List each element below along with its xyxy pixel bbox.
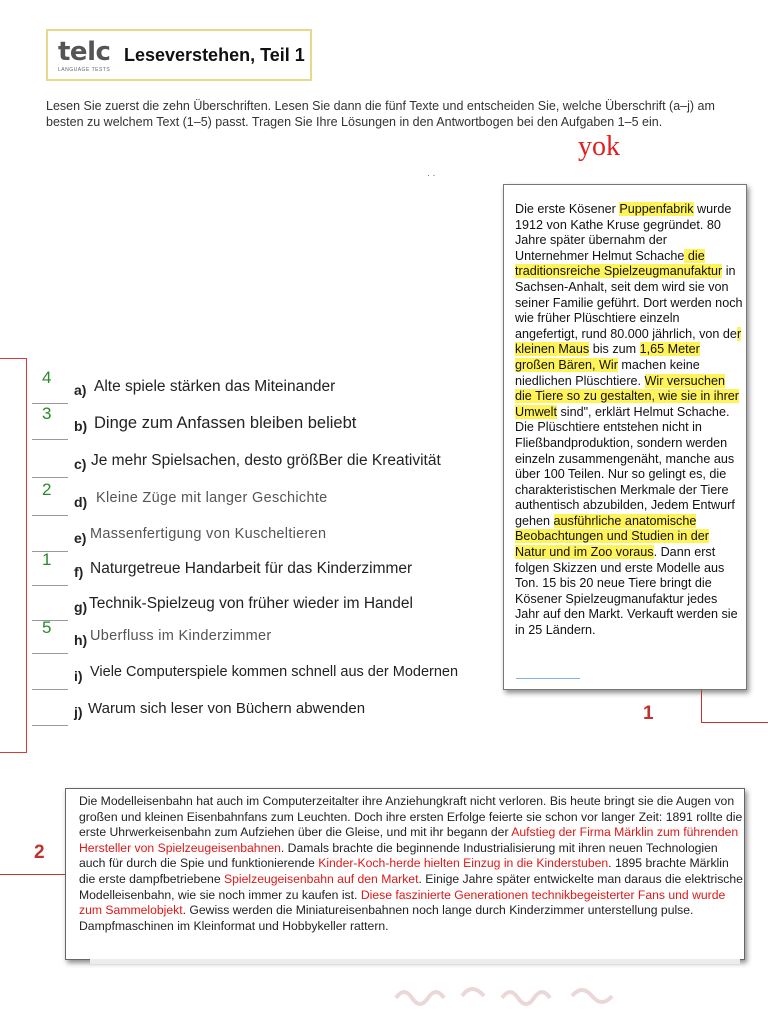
heading-letter: b) [74, 418, 88, 434]
heading-text: Je mehr Spielsachen, desto größBer die Kreativität [91, 452, 441, 469]
text-1-box [503, 184, 747, 690]
text-2-number: 2 [34, 842, 45, 863]
connector-line [701, 690, 702, 723]
heading-text: Uberfluss im Kinderzimmer [90, 628, 272, 644]
text-segment: . Gewiss werden die Miniatureisenbahnen noch lange durch Kinderzimmer unterstellung pulse. Dampfmaschinen im Kleinformat und Hobbykeller rattern. [79, 903, 694, 933]
answer-blank [32, 689, 68, 690]
connector-line [701, 722, 768, 723]
highlighted-segment: Wir versuchen die Tiere so zu gestalten, wie sie in ihrer Umwelt [515, 373, 739, 419]
logo-subtitle: LANGUAGE TESTS [58, 67, 111, 73]
answer-blank [32, 515, 68, 516]
highlighted-segment: 1,65 Meter großen Bären, Wir [515, 342, 700, 372]
heading-letter: c) [74, 456, 87, 472]
marked-segment: Aufstieg der Firma Märklin zum führenden Hersteller von Spielzeugeisenbahnen [79, 825, 739, 855]
highlighted-segment: r kleinen Maus [515, 326, 742, 357]
marked-segment: Diese faszinierte Generationen technikbegeisterter Fans und wurde zum Sammelobjekt [79, 887, 726, 918]
left-bracket [0, 358, 27, 753]
heading-text: Massenfertigung von Kuscheltieren [90, 526, 327, 542]
text-2-body [79, 794, 743, 934]
heading-letter: f) [74, 564, 84, 580]
connector-line [0, 874, 65, 875]
answer-blank [32, 585, 68, 586]
page-title: Leseverstehen, Teil 1 [124, 45, 305, 65]
text-segment: bis zum [589, 342, 640, 357]
text-1-number: 1 [643, 703, 654, 724]
answer-number: 1 [42, 550, 52, 569]
footer-bar [90, 959, 740, 964]
heading-text: Alte spiele stärken das Miteinander [94, 378, 336, 395]
heading-text: Technik-Spielzeug von früher wieder im Handel [89, 595, 413, 612]
text-segment: wurde 1912 von Kathe Kruse gegründet. 80 Jahre später übernahm der Unternehmer Helmut Schache [515, 202, 732, 263]
answer-number: 2 [42, 480, 52, 499]
marked-segment: Spielzeugeisenbahn auf den Market [224, 871, 419, 886]
text-2-box [65, 788, 745, 960]
heading-text: Viele Computerspiele kommen schnell aus der Modernen [90, 664, 459, 680]
heading-letter: g) [74, 599, 88, 615]
text-segment: in Sachsen-Anhalt, seit dem wird sie von seiner Familie geführt. Dort werden noch wie früher Plüschtiere einzeln angefertigt, rund 80.000 jährlich, von de [515, 264, 743, 341]
answer-number: 4 [42, 368, 52, 387]
text-segment: . Einige Jahre später entwickelte man daraus die elektrische Modelleisenbahn, wie sie noch immer zu kaufen ist. [79, 871, 743, 902]
text-segment: machen keine niedlichen Plüschtiere. [515, 357, 700, 388]
heading-text: Naturgetreue Handarbeit für das Kinderzimmer [90, 560, 413, 577]
answer-number: 3 [42, 404, 52, 423]
highlighted-segment: ausführliche anatomische Beobachtungen und Studien in der Natur und im Zoo voraus [515, 513, 709, 560]
text-segment: Die Modelleisenbahn hat auch im Computerzeitalter ihre Anziehungkraft nicht verloren. Bis heute bringt sie die Augen von großen und kleinen Eisenbahnfans zum Leuchten. Doch ihre ersten Erfolge feierte sie schon vor langer Zeit: 1891 rollte die erste Uhrwerkeisenbahn zum Aufziehen über die Gleise, und mit ihr begann der [79, 794, 743, 840]
heading-letter: j) [74, 704, 83, 720]
header-box [46, 29, 312, 81]
stray-marks: · · [427, 170, 436, 180]
underline-mark [516, 678, 580, 679]
answer-blank [32, 725, 68, 726]
answer-number: 5 [42, 618, 52, 637]
text-segment: . 1895 brachte Märklin die erste dampfbetriebene [79, 856, 729, 886]
highlighted-segment: Puppenfabrik [619, 202, 694, 216]
highlighted-segment: die traditionsreiche Spielzeugmanufaktur [515, 248, 723, 279]
watermark-graphic [392, 968, 642, 1031]
answer-blank [32, 439, 68, 440]
heading-text: Warum sich leser von Büchern abwenden [88, 700, 366, 717]
heading-letter: h) [74, 632, 88, 648]
answer-blank [32, 653, 68, 654]
handwritten-note-yok: yok [578, 131, 620, 162]
answer-blank [32, 477, 68, 478]
text-segment: Die erste Kösener [515, 202, 620, 216]
heading-text: Kleine Züge mit langer Geschichte [96, 490, 328, 506]
text-1-body [515, 202, 743, 639]
heading-letter: d) [74, 494, 88, 510]
heading-letter: e) [74, 530, 87, 546]
heading-letter: a) [74, 382, 87, 398]
text-segment: . Dann erst folgen Skizzen und erste Modelle aus Ton. 15 bis 20 neue Tiere bringt die Kösener Spielzeugmanufaktur jedes Jahr auf den Markt. Verkauft werden sie in 25 Ländern. [515, 545, 738, 638]
text-segment: . Damals brachte die beginnende Industrialisierung mit ihren neuen Technologien auch für durch die Spie und funktionierende [79, 840, 718, 871]
instructions: Lesen Sie zuerst die zehn Überschriften. Lesen Sie dann die fünf Texte und entscheiden Sie, welche Überschrift (a–j) am besten zu welchem Text (1–5) passt. Tragen Sie Ihre Lösungen in den Antwortbogen bei den Aufgaben 1–5 ein. [46, 99, 715, 129]
marked-segment: Kinder-Koch-herde hielten Einzug in die Kinderstuben [318, 856, 609, 871]
watermark-shape [392, 968, 642, 1024]
text-segment: sind", erklärt Helmut Schache. Die Plüschtiere entstehen nicht in Fließbandproduktion, sondern werden einzeln zusammengenäht, manche aus über 100 Teilen. Nur so gelingt es, die charakteristischen Merkmale der Tiere authentisch abzubilden, Jedem Entwurf gehen [515, 404, 735, 528]
heading-text: Dinge zum Anfassen bleiben beliebt [94, 414, 357, 432]
heading-letter: i) [74, 668, 83, 684]
telc-logo: telc [58, 37, 111, 67]
